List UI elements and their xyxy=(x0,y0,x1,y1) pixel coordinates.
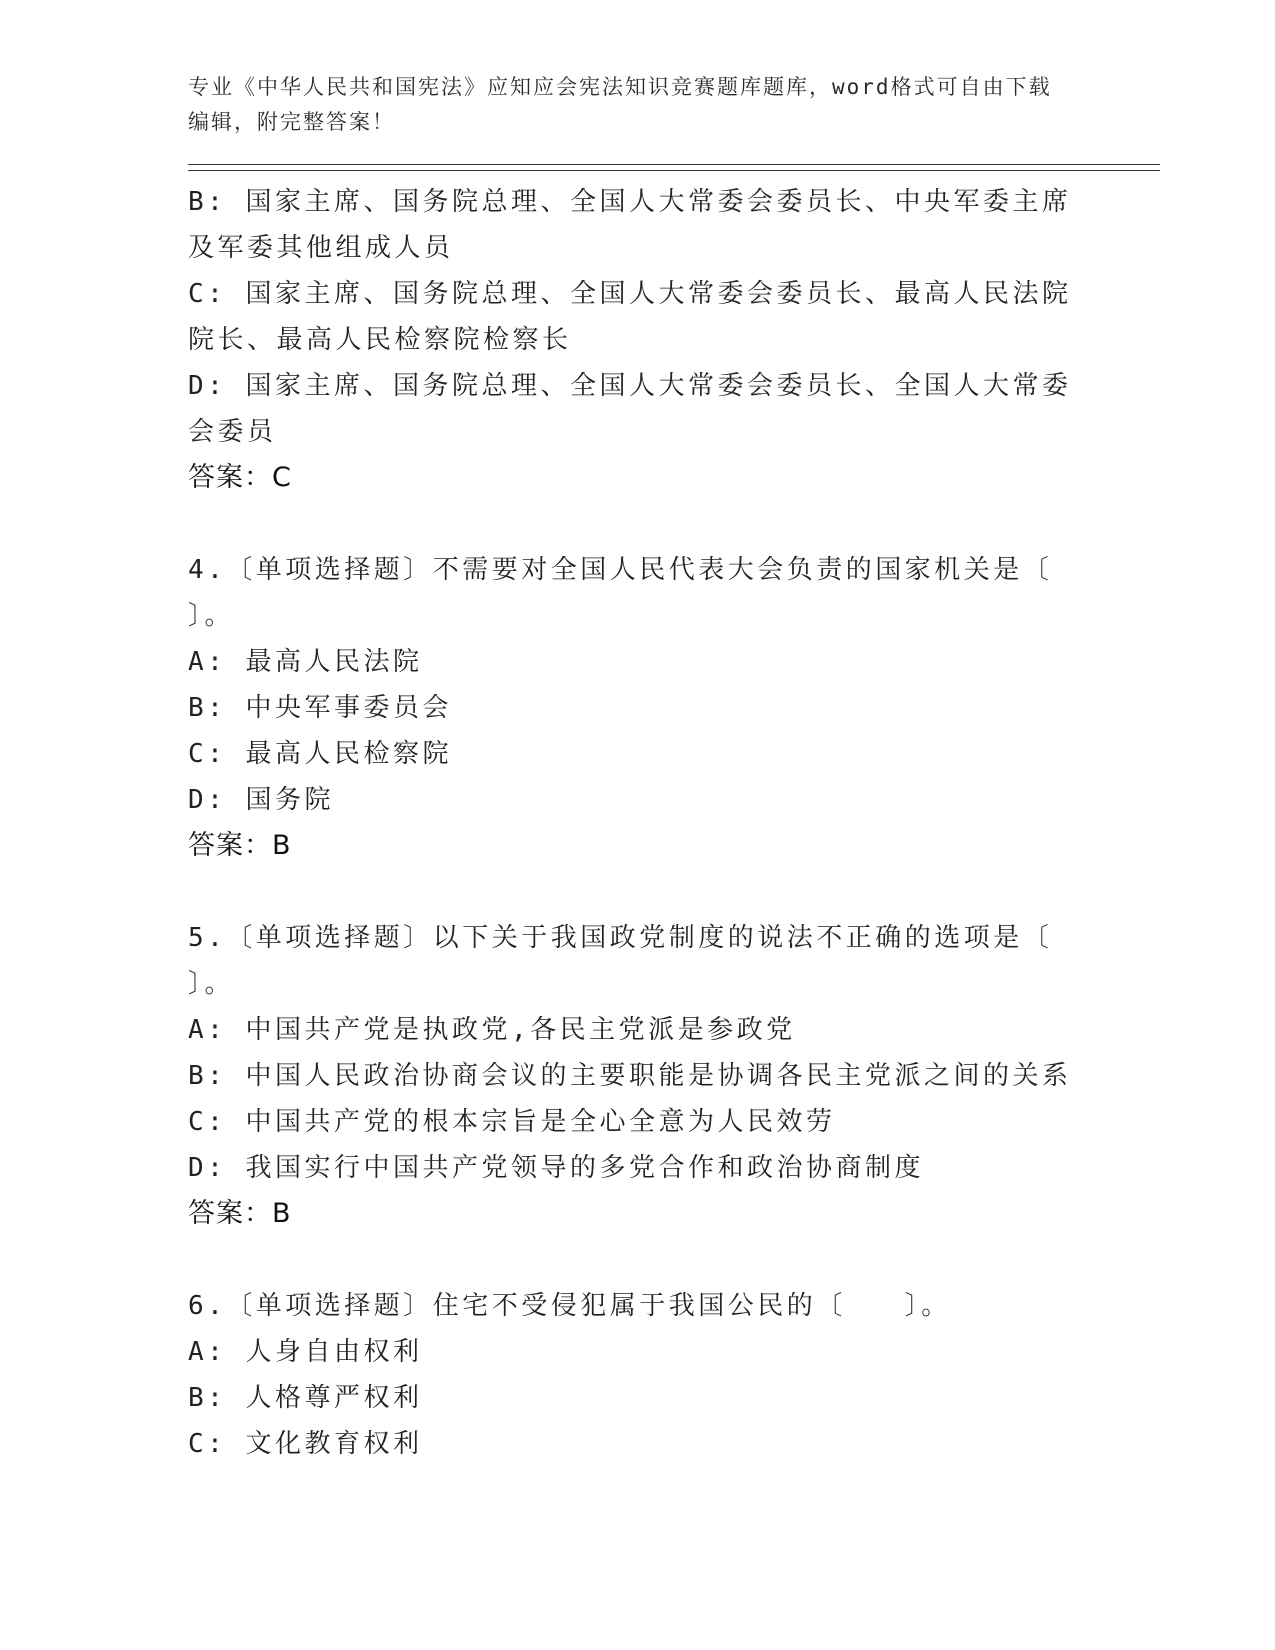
question-list xyxy=(188,179,1160,1467)
q3-answer: 答案：C xyxy=(188,462,292,493)
q5-question: 5.〔单项选择题〕以下关于我国政党制度的说法不正确的选项是〔 〕。 xyxy=(188,923,1053,999)
document-page xyxy=(188,70,1160,1467)
q6-option-a: A: 人身自由权利 xyxy=(188,1337,423,1367)
q4-option-a: A: 最高人民法院 xyxy=(188,647,423,677)
question-4 xyxy=(188,547,1160,869)
q5-answer: 答案：B xyxy=(188,1198,292,1229)
q4-answer: 答案：B xyxy=(188,830,292,861)
question-3-continued xyxy=(188,179,1160,501)
document-header: 专业《中华人民共和国宪法》应知应会宪法知识竞赛题库题库，word格式可自由下载编辑，附完整答案！ xyxy=(188,75,1052,134)
spacer xyxy=(188,1237,1160,1283)
question-5 xyxy=(188,915,1160,1237)
q3-option-b: B: 国家主席、国务院总理、全国人大常委会委员长、中央军委主席及军委其他组成人员 xyxy=(188,187,1072,263)
q5-option-b: B: 中国人民政治协商会议的主要职能是协调各民主党派之间的关系 xyxy=(188,1061,1072,1091)
q5-option-a: A: 中国共产党是执政党,各民主党派是参政党 xyxy=(188,1015,796,1045)
q6-option-b: B: 人格尊严权利 xyxy=(188,1383,423,1413)
question-6 xyxy=(188,1283,1160,1467)
spacer xyxy=(188,501,1160,547)
q4-option-b: B: 中央军事委员会 xyxy=(188,693,452,723)
spacer xyxy=(188,869,1160,915)
q4-option-d: D: 国务院 xyxy=(188,785,334,815)
q6-question: 6.〔单项选择题〕住宅不受侵犯属于我国公民的〔 〕。 xyxy=(188,1291,951,1321)
q5-option-d: D: 我国实行中国共产党领导的多党合作和政治协商制度 xyxy=(188,1153,924,1183)
q3-option-c: C: 国家主席、国务院总理、全国人大常委会委员长、最高人民法院院长、最高人民检察院检察长 xyxy=(188,279,1072,355)
q4-option-c: C: 最高人民检察院 xyxy=(188,739,452,769)
q5-option-c: C: 中国共产党的根本宗旨是全心全意为人民效劳 xyxy=(188,1107,836,1137)
q6-option-c: C: 文化教育权利 xyxy=(188,1429,423,1459)
header-divider xyxy=(188,164,1160,171)
q4-question: 4.〔单项选择题〕不需要对全国人民代表大会负责的国家机关是〔 〕。 xyxy=(188,555,1053,631)
q3-option-d: D: 国家主席、国务院总理、全国人大常委会委员长、全国人大常委会委员 xyxy=(188,371,1072,447)
